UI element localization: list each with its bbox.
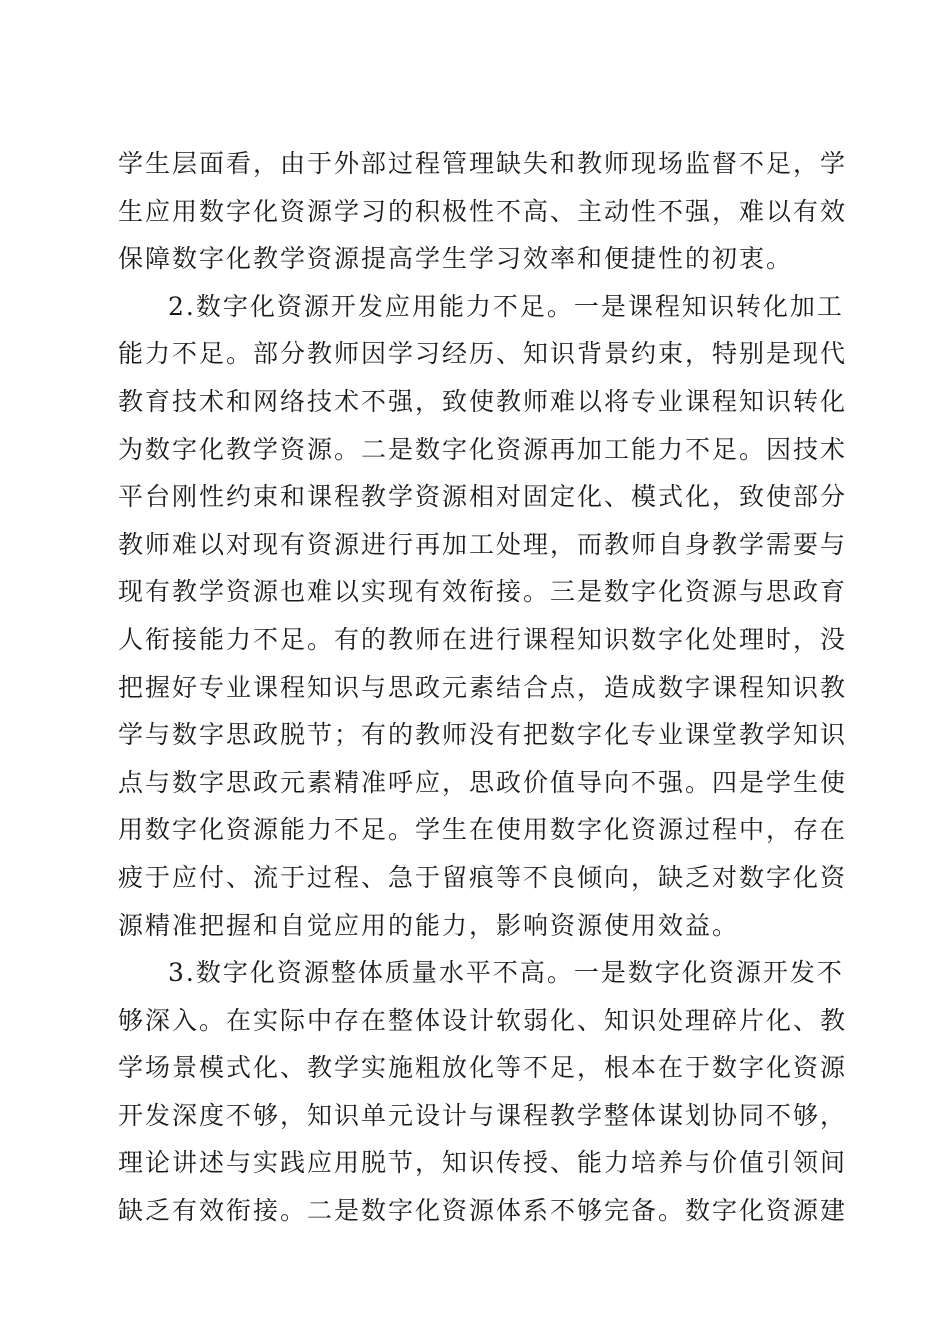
text-line: 缺乏有效衔接。二是数字化资源体系不够完备。数字化资源建 [118, 1196, 848, 1226]
paragraph-3-start: 3.数字化资源整体质量水平不高。一是数字化资源开发不 [168, 958, 844, 988]
text-line: 用数字化资源能力不足。学生在使用数字化资源过程中，存在 [118, 815, 848, 845]
text-line: 平台刚性约束和课程教学资源相对固定化、模式化，致使部分 [118, 482, 848, 512]
text-line: 学与数字思政脱节；有的教师没有把数字化专业课堂教学知识 [118, 720, 848, 750]
text-line: 保障数字化教学资源提高学生学习效率和便捷性的初衷。 [118, 244, 794, 274]
text-line: 够深入。在实际中存在整体设计软弱化、知识处理碎片化、教 [118, 1005, 848, 1035]
text-line: 能力不足。部分教师因学习经历、知识背景约束，特别是现代 [118, 339, 848, 369]
text-line: 点与数字思政元素精准呼应，思政价值导向不强。四是学生使 [118, 767, 848, 797]
text-line: 教师难以对现有资源进行再加工处理，而教师自身教学需要与 [118, 529, 848, 559]
text-line: 学场景模式化、教学实施粗放化等不足，根本在于数字化资源 [118, 1053, 848, 1083]
text-line: 把握好专业课程知识与思政元素结合点，造成数字课程知识教 [118, 672, 848, 702]
paragraph-2-start: 2.数字化资源开发应用能力不足。一是课程知识转化加工 [168, 291, 844, 321]
text-line: 理论讲述与实践应用脱节，知识传授、能力培养与价值引领间 [118, 1148, 848, 1178]
text-line: 为数字化教学资源。二是数字化资源再加工能力不足。因技术 [118, 434, 848, 464]
text-line: 开发深度不够，知识单元设计与课程教学整体谋划协同不够， [118, 1100, 848, 1130]
text-line: 生应用数字化资源学习的积极性不高、主动性不强，难以有效 [118, 196, 848, 226]
text-line: 源精准把握和自觉应用的能力，影响资源使用效益。 [118, 910, 740, 940]
body-text [118, 140, 848, 1235]
text-line: 教育技术和网络技术不强，致使教师难以将专业课程知识转化 [118, 386, 848, 416]
text-line: 现有教学资源也难以实现有效衔接。三是数字化资源与思政育 [118, 577, 848, 607]
text-line: 人衔接能力不足。有的教师在进行课程知识数字化处理时，没 [118, 624, 848, 654]
text-line: 学生层面看，由于外部过程管理缺失和教师现场监督不足，学 [118, 149, 848, 178]
text-line: 疲于应付、流于过程、急于留痕等不良倾向，缺乏对数字化资 [118, 862, 848, 892]
